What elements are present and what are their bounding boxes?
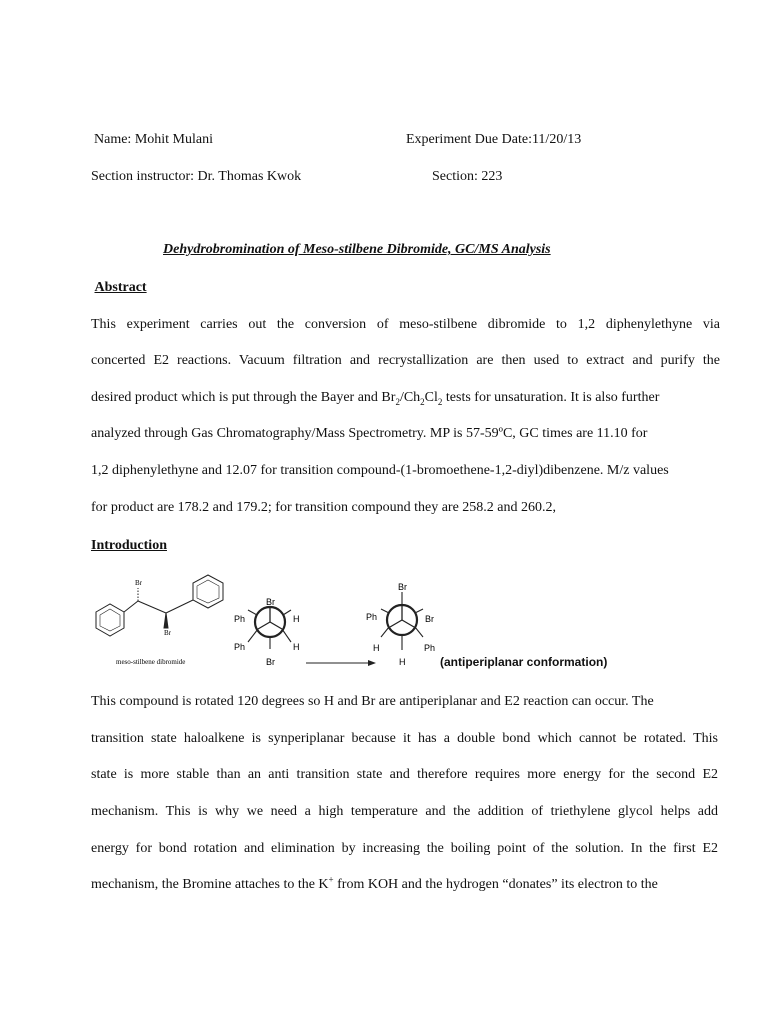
intro-line: energy for bond rotation and elimination by increasing the boiling point of the solution. In the first E2 [91,841,718,856]
conformation-label: (antiperiplanar conformation) [440,655,608,669]
section-number: Section: 223 [432,169,503,184]
newman1-lower-right: H [293,642,300,652]
abstract-line: desired product which is put through the Bayer and $Br_2/Ch_2Cl_2$ tests for unsaturation. It is also further [91,390,660,407]
intro-line: state is more stable than an anti transition state and therefore requires more energy for the second E2 [91,767,718,782]
introduction-heading: Introduction [91,538,167,553]
left-benzene-inner [100,609,120,631]
newman-projection-2 [366,582,435,667]
newman-projection-1 [234,597,300,667]
newman2-lower-left: H [373,643,380,653]
section-instructor: Section instructor: Dr. Thomas Kwok [91,169,302,184]
structure-caption: meso-stilbene dibromide [116,658,186,666]
newman2-bottom: H [399,657,406,667]
intro-line: mechanism. This is why we need a high temperature and the addition of triethylene glycol helps add [91,804,718,819]
bond [166,600,193,613]
abstract-line: This experiment carries out the conversion of meso-stilbene dibromide to 1,2 diphenylethyne via [91,317,720,332]
intro-line: transition state haloalkene is synperiplanar because it has a double bond which cannot be rotated. This [91,731,718,746]
newman1-lower-left: Ph [234,642,246,652]
right-benzene-inner [197,580,219,603]
newman1-bottom: Br [266,657,275,667]
newman2-upper-right: Br [425,614,434,624]
newman2-lower-right: Ph [424,643,436,653]
reaction-arrow [306,660,376,666]
meso-stilbene-dibromide-structure [96,575,223,636]
newman1-top: Br [266,597,275,607]
newman2-upper-left: Ph [366,612,378,622]
br-bottom-label: Br [164,629,171,637]
wedge-bond [164,613,168,628]
bond [138,601,166,613]
abstract-line: concerted E2 reactions. Vacuum filtration and recrystallization are then used to extract and purify the [91,353,720,368]
newman1-upper-right: H [293,614,300,624]
student-name: Name: Mohit Mulani [94,132,213,147]
intro-line: This compound is rotated 120 degrees so H and Br are antiperiplanar and E2 reaction can occur. The [91,694,654,709]
intro-line: mechanism, the Bromine attaches to the K+ from KOH and the hydrogen “donates” its electron to the [91,874,658,892]
bond [124,601,138,612]
abstract-line: 1,2 diphenylethyne and 12.07 for transition compound-(1-bromoethene-1,2-diyl)dibenzene. M/z values [91,463,669,478]
newman2-top: Br [398,582,407,592]
due-date: Experiment Due Date:11/20/13 [406,132,582,147]
abstract-line: analyzed through Gas Chromatography/Mass Spectrometry. MP is 57-59ºC, GC times are 11.10 for [91,426,648,441]
abstract-heading: Abstract [94,280,147,295]
document-title: Dehydrobromination of Meso-stilbene Dibromide, GC/MS Analysis [163,242,551,257]
abstract-line: for product are 178.2 and 179.2; for transition compound they are 258.2 and 260.2, [91,500,557,515]
newman1-upper-left: Ph [234,614,246,624]
br-top-label: Br [135,579,142,587]
